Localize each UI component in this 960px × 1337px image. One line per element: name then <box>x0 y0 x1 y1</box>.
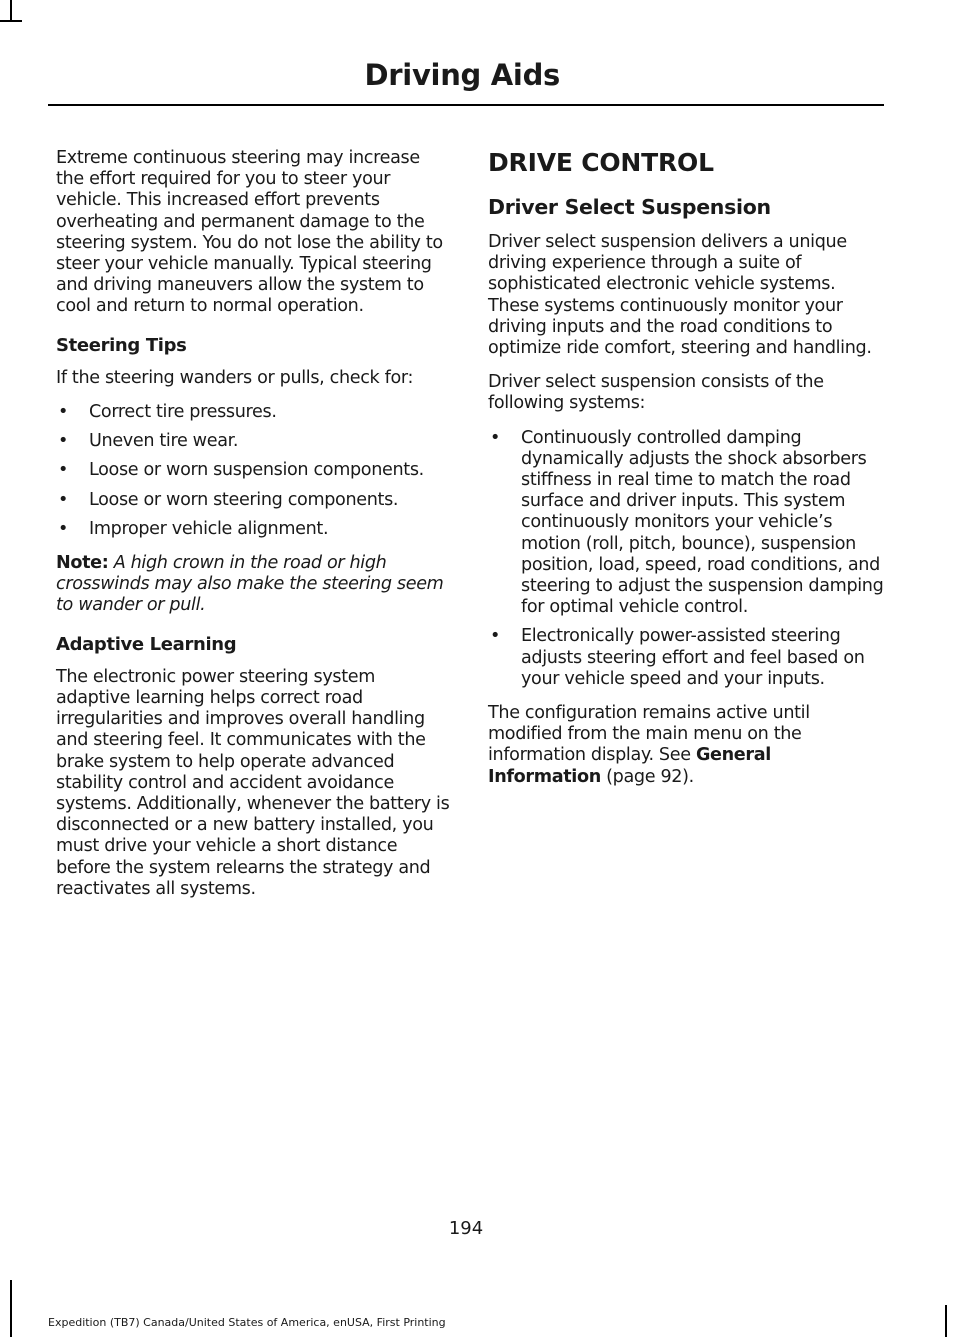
page-reference: (page 92). <box>600 766 694 787</box>
left-column <box>56 148 450 913</box>
adaptive-learning-body: The electronic power steering system adaptive learning helps correct road irregularities and improves overall handling and steering feel. It communicates with the brake system to help operate advanced stability control and accident avoidance systems. Additionally, whenever the battery is disconnected or a new battery installed, you must drive your vehicle a short distance before the system relearns the strategy and reactivates all systems. <box>56 666 450 899</box>
list-item: • Loose or worn suspension components. <box>56 460 450 481</box>
list-item: • Correct tire pressures. <box>56 402 450 423</box>
list-item: • Electronically power-assisted steering adjusts steering effort and feel based on your vehicle speed and your inputs. <box>488 626 884 690</box>
configuration-text: The configuration remains active until modified from the main menu on the information display. See <box>488 703 810 766</box>
page-header-title: Driving Aids <box>364 58 560 92</box>
driver-select-suspension-heading: Driver Select Suspension <box>488 195 771 219</box>
list-item: • Improper vehicle alignment. <box>56 519 450 540</box>
drive-control-heading: DRIVE CONTROL <box>488 148 714 177</box>
steering-tips-lead: If the steering wanders or pulls, check for: <box>56 367 414 388</box>
suspension-intro-paragraph: Driver select suspension delivers a unique driving experience through a suite of sophisticated electronic vehicle systems. These systems continuously monitor your driving inputs and the road conditions to optimize ride comfort, steering and handling. <box>488 232 872 359</box>
list-item: • Uneven tire wear. <box>56 431 450 452</box>
note-paragraph <box>56 553 450 617</box>
general-information-link[interactable]: General Information <box>488 745 771 787</box>
page-number: 194 <box>448 1218 484 1239</box>
list-item: • Continuously controlled damping dynamically adjusts the shock absorbers stiffness in real time to match the road surface and driver inputs. This system continuously monitors your vehicle’s motion (roll, pitch, bounce), suspension position, load, speed, road conditions, and steering to adjust the suspension damping for optimal vehicle control. <box>488 428 884 619</box>
intro-paragraph: Extreme continuous steering may increase the effort required for you to steer your vehicle. This increased effort prevents overheating and permanent damage to the steering system. You do not lose the ability to steer your vehicle manually. Typical steering and driving maneuvers allow the system to cool and return to normal operation. <box>56 148 443 317</box>
steering-tips-heading: Steering Tips <box>56 334 187 356</box>
note-text: A high crown in the road or high crosswinds may also make the steering seem to wander or pull. <box>56 553 444 616</box>
header-rule <box>48 104 884 106</box>
steering-tips-list <box>56 402 450 540</box>
note-label: Note: <box>56 553 109 574</box>
crop-mark-top-left-horizontal <box>0 20 22 22</box>
footer-publication-info: Expedition (TB7) Canada/United States of America, enUSA, First Printing <box>48 1316 446 1329</box>
suspension-systems-list <box>488 428 884 690</box>
list-item: • Loose or worn steering components. <box>56 490 450 511</box>
crop-mark-bottom-right <box>945 1305 947 1337</box>
right-column <box>488 148 884 801</box>
adaptive-learning-heading: Adaptive Learning <box>56 633 237 655</box>
crop-mark-top-left <box>10 0 12 22</box>
configuration-paragraph <box>488 703 884 788</box>
suspension-systems-lead: Driver select suspension consists of the following systems: <box>488 372 824 414</box>
crop-mark-bottom-left <box>10 1280 12 1337</box>
